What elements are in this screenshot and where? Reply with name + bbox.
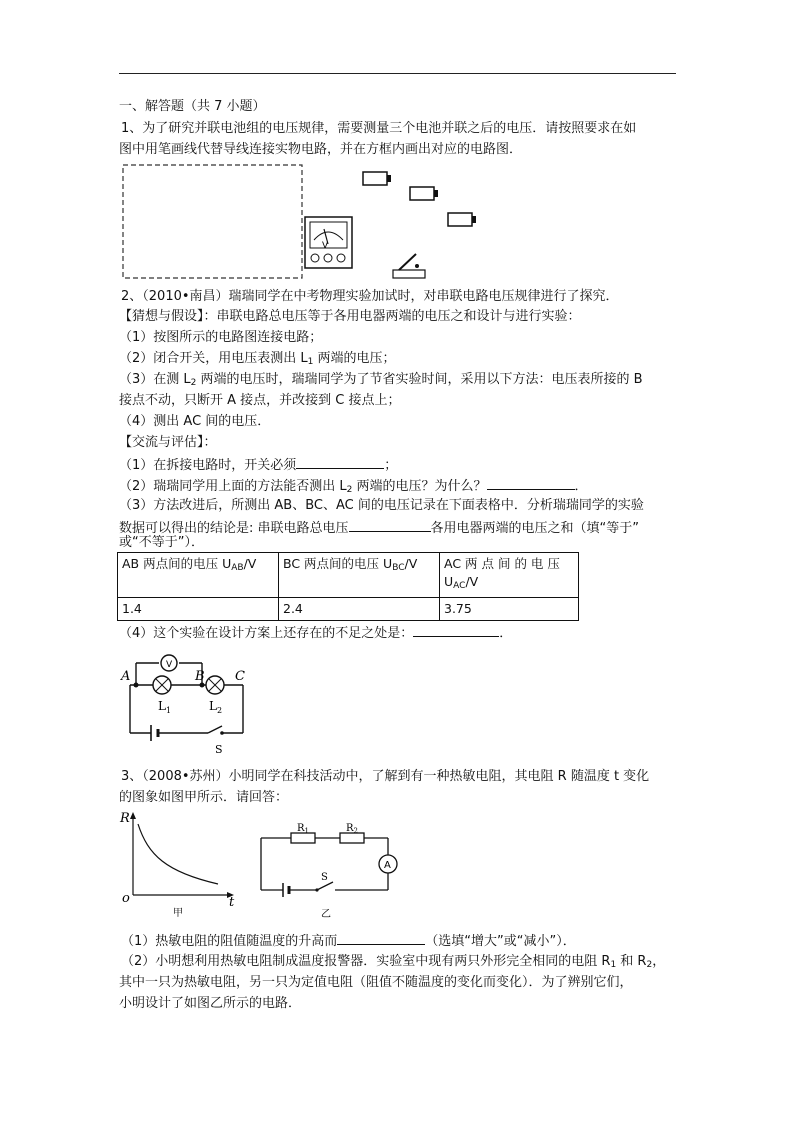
table-header-cell: AB 两点间的电压 $U_{AB}/V$: [118, 553, 279, 598]
switch-s-label: S: [215, 743, 223, 756]
battery-3: [448, 213, 476, 226]
q1-text-line1: 1、为了研究并联电池组的电压规律，需要测量三个电池并联之后的电压．请按照要求在如: [121, 121, 637, 136]
q2-exchange-heading: 【交流与评估】：: [119, 435, 217, 450]
battery-1: [363, 172, 391, 185]
q2-step3: （3）在测 $L_2$ 两端的电压时，瑞瑞同学为了节省实验时间，采用以下方法：电压表所接的 B: [119, 372, 643, 388]
table-header-cell: AC 两 点 间 的 电 压 $U_{AC}/V$: [440, 553, 579, 598]
q3-part2-line3: 小明设计了如图乙所示的电路．: [119, 996, 302, 1011]
answer-blank-5[interactable]: [337, 930, 425, 945]
node-label-a: A: [121, 669, 131, 684]
answer-blank-1[interactable]: [296, 454, 384, 469]
voltmeter-symbol-label: V: [166, 660, 173, 670]
r-t-graph: [118, 810, 243, 920]
circuit-caption: 乙: [321, 909, 331, 920]
lamp-l1-label: $L_1$: [158, 699, 172, 715]
ammeter-label: A: [384, 860, 391, 871]
q2-eval3-line3: 或“不等于”）．: [119, 535, 204, 550]
thermistor-circuit-diagram: [255, 820, 405, 920]
q3-part2-line2: 其中一只为热敏电阻，另一只为定值电阻（阻值不随温度的变化而变化）．为了辨别它们，: [119, 975, 633, 990]
q3-part1: （1）热敏电阻的阻值随温度的升高而 （选填“增大”或“减小”）．: [121, 930, 576, 952]
battery-2: [410, 187, 438, 200]
node-label-c: C: [235, 669, 245, 684]
graph-caption: 甲: [173, 908, 183, 919]
q2-eval1: （1）在拆接电路时，开关必须 ；: [119, 454, 397, 476]
q2-header: 2、（2010•南昌）瑞瑞同学在中考物理实验加试时，对串联电路电压规律进行了探究．: [121, 289, 619, 304]
lamp-l2-label: $L_2$: [209, 699, 223, 715]
table-header-row: [118, 553, 579, 598]
answer-blank-2[interactable]: [487, 475, 575, 490]
header-rule: [119, 73, 676, 74]
voltage-table: [117, 552, 579, 621]
q3-part2-line1: （2）小明想利用热敏电阻制成温度报警器．实验室中现有两只外形完全相同的电阻 $R_1$ 和 $R_2$，: [121, 954, 666, 970]
q2-hypothesis: 【猜想与假设】：串联电路总电压等于各用电器两端的电压之和设计与进行实验：: [119, 309, 581, 324]
table-header-cell: BC 两点间的电压 $U_{BC}/V$: [279, 553, 440, 598]
q2-eval3-line2: 数据可以得出的结论是: 串联电路总电压 各用电器两端的电压之和（填“等于”: [119, 517, 639, 539]
resistor-r1-label: $R_1$: [297, 823, 309, 835]
q1-text-line2: 图中用笔画线代替导线连接实物电路，并在方框内画出对应的电路图．: [119, 142, 523, 157]
q2-step2: （2）闭合开关，用电压表测出 $L_1$ 两端的电压；: [119, 351, 396, 367]
q2-eval3-line1: （3）方法改进后，所测出 AB、BC、AC 间的电压记录在下面表格中．分析瑞瑞同学的实验: [119, 498, 644, 513]
q2-eval2: （2）瑞瑞同学用上面的方法能否测出 $L_2$ 两端的电压？为什么？ ．: [119, 475, 588, 500]
series-circuit-diagram: [118, 650, 258, 758]
q3-header: 3、（2008•苏州）小明同学在科技活动中，了解到有一种热敏电阻，其电阻 R 随温度 t 变化: [121, 769, 650, 784]
resistor-r2-label: $R_2$: [346, 823, 358, 835]
graph-ylabel: R: [120, 811, 130, 826]
graph-origin: o: [122, 891, 130, 906]
q2-step4: （4）测出 AC 间的电压．: [119, 414, 271, 429]
knife-switch: [393, 254, 425, 278]
q2-step1: （1）按图所示的电路图连接电路；: [119, 330, 323, 345]
switch-label: S: [321, 872, 328, 883]
voltmeter-device: [305, 217, 352, 268]
table-cell: 3.75: [440, 598, 579, 621]
q3-header-line2: 的图象如图甲所示．请回答：: [119, 790, 289, 805]
table-cell: 2.4: [279, 598, 440, 621]
answer-blank-3[interactable]: [349, 517, 431, 532]
q1-answer-box: [123, 165, 302, 278]
q1-figure: [118, 162, 438, 282]
graph-xlabel: t: [229, 895, 235, 910]
section-title: 一、解答题（共 7 小题）: [119, 99, 266, 114]
answer-blank-4[interactable]: [413, 622, 499, 637]
q2-step3-line2: 接点不动，只断开 A 接点，并改接到 C 接点上；: [119, 393, 401, 408]
node-label-b: B: [195, 669, 205, 684]
voltmeter-device-label: V: [322, 241, 329, 251]
q2-eval4: （4）这个实验在设计方案上还存在的不足之处是： ．: [119, 622, 512, 644]
table-cell: 1.4: [118, 598, 279, 621]
table-row: [118, 598, 579, 621]
